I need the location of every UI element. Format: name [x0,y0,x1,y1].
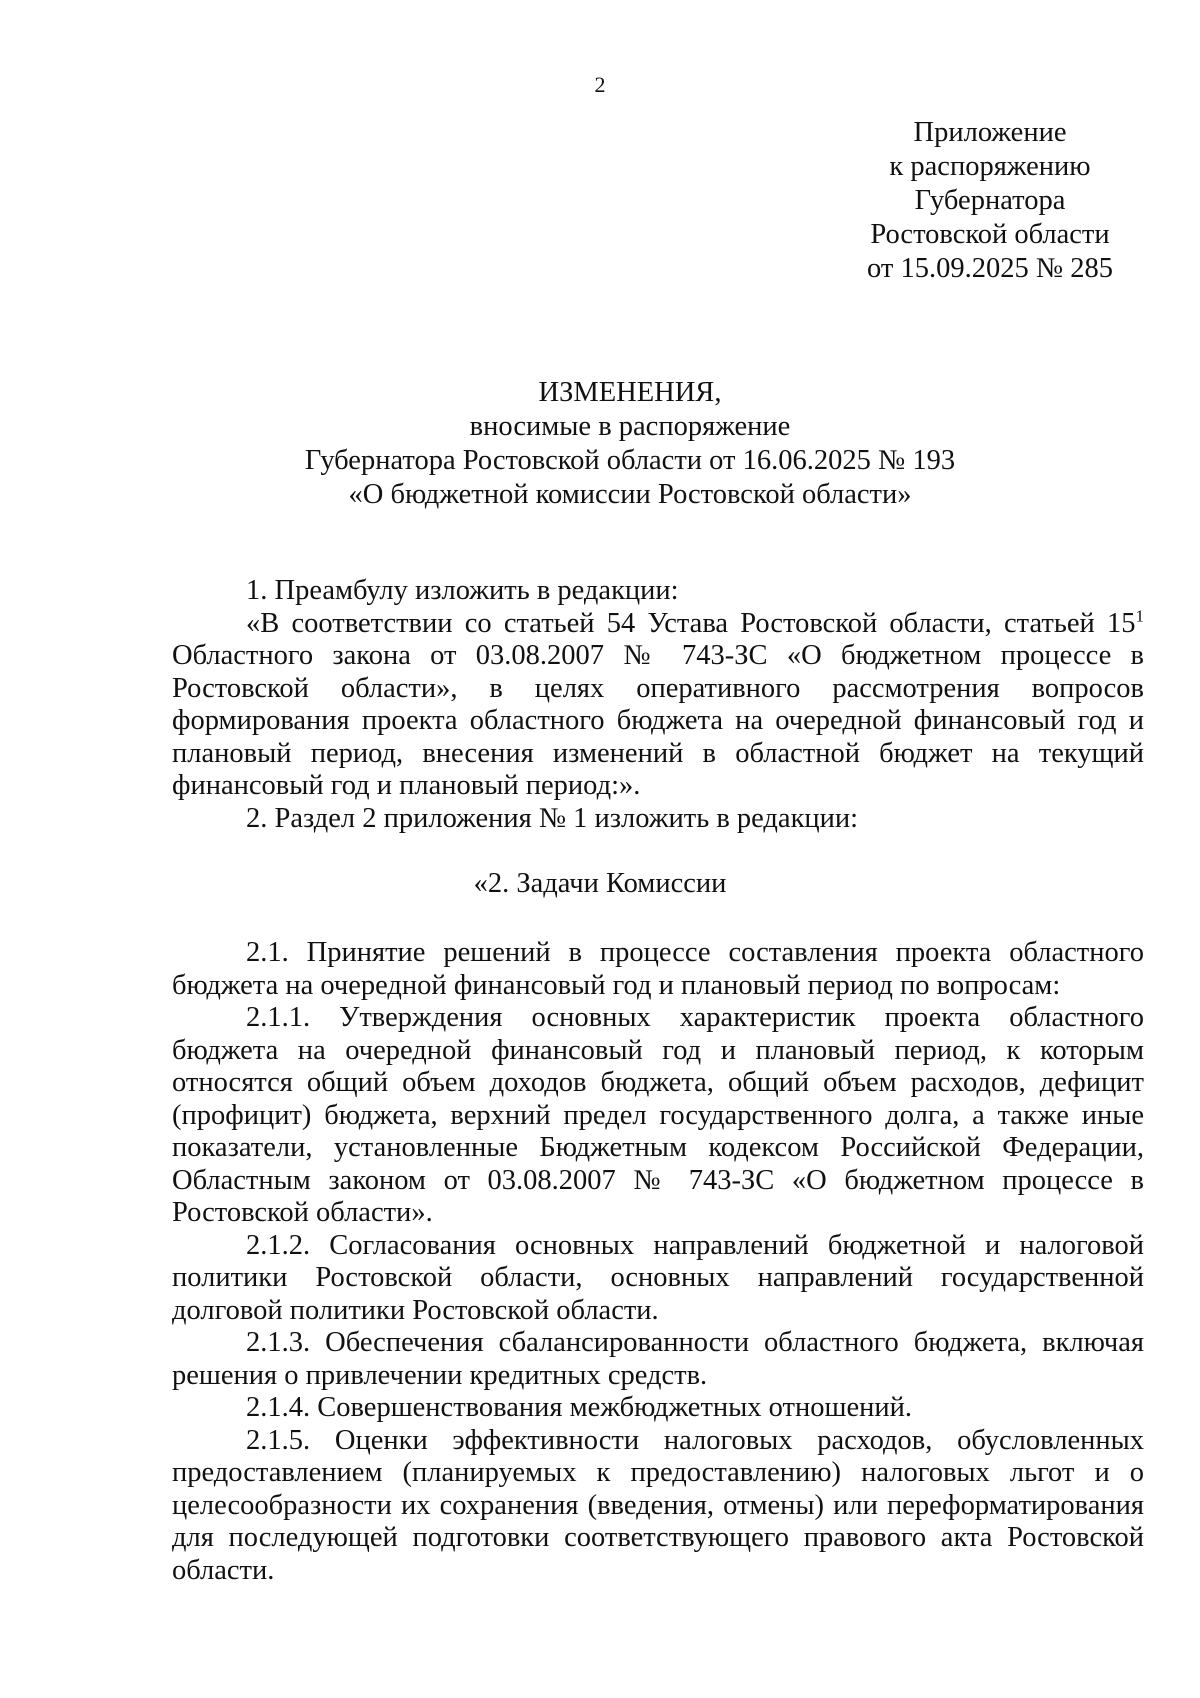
document-title [200,376,1060,512]
item-1-intro: 1. Преамбулу изложить в редакции: [246,575,679,606]
appendix-line: к распоряжению [889,151,1091,182]
paragraph-2-1: 2.1. Принятие решений в процессе составления проекта областного бюджета на очередной финансовый год и плановый период по вопросам: [172,937,1144,1001]
item-2-intro: 2. Раздел 2 приложения № 1 изложить в редакции: [246,802,859,834]
section-body [172,937,1144,1587]
appendix-line: от 15.09.2025 № 285 [867,253,1113,284]
paragraph-2-1-2: 2.1.2. Согласования основных направлений бюджетной и налоговой политики Ростовской области, основных направлений государственной долговой политики Ростовской области. [172,1229,1144,1326]
section-heading: «2. Задачи Комиссии [473,868,727,899]
amendments-intro [172,575,1144,835]
title-heading: ИЗМЕНЕНИЯ, [538,377,722,408]
page-number: 2 [594,72,606,97]
paragraph-2-1-3: 2.1.3. Обеспечения сбалансированности областного бюджета, включая решения о привлечении кредитных средств. [172,1327,1144,1391]
paragraph-2-1-1: 2.1.1. Утверждения основных характеристик проекта областного бюджета на очередной финансовый год и плановый период, к которым относятся общий объем доходов бюджета, общий объем расходов, дефицит (профицит) бюджета, верхний предел государственного долга, а также иные показатели, установленные Бюджетным кодексом Российской Федерации, Областным законом от 03.08.2007 № 743-ЗС «О бюджетном процессе в Ростовской области». [172,1002,1144,1228]
appendix-line: Приложение [913,117,1067,148]
appendix-line: Губернатора [914,185,1066,216]
title-line: Губернатора Ростовской области от 16.06.2025 № 193 [304,445,956,476]
title-line: «О бюджетной комиссии Ростовской области» [348,479,912,510]
article-superscript: 1 [1135,606,1144,625]
quote-text-2: Областного закона от 03.08.2007 № 743-ЗС «О бюджетном процессе в Ростовской области», в целях оперативного рассмотрения вопросов формирования проекта областного бюджета на очередной финансовый год и плановый период, внесения изменений в областной бюджет на текущий финансовый год и плановый период:». [172,640,1144,801]
paragraph-2-1-4: 2.1.4. Совершенствования межбюджетных отношений. [246,1392,912,1423]
title-line: вносимые в распоряжение [469,411,791,442]
paragraph-2-1-5: 2.1.5. Оценки эффективности налоговых расходов, обусловленных предоставлением (планируемых к предоставлению) налоговых льгот и о целесообразности их сохранения (введения, отмены) или переформатирования для последующей подготовки соответствующего правового акта Ростовской области. [172,1424,1144,1586]
item-1-quote [172,608,1144,803]
appendix-header [820,116,1160,286]
quote-text-1: «В соответствии со статьей 54 Устава Ростовской области, статьей 15 [246,607,1136,639]
appendix-line: Ростовской области [870,219,1110,250]
